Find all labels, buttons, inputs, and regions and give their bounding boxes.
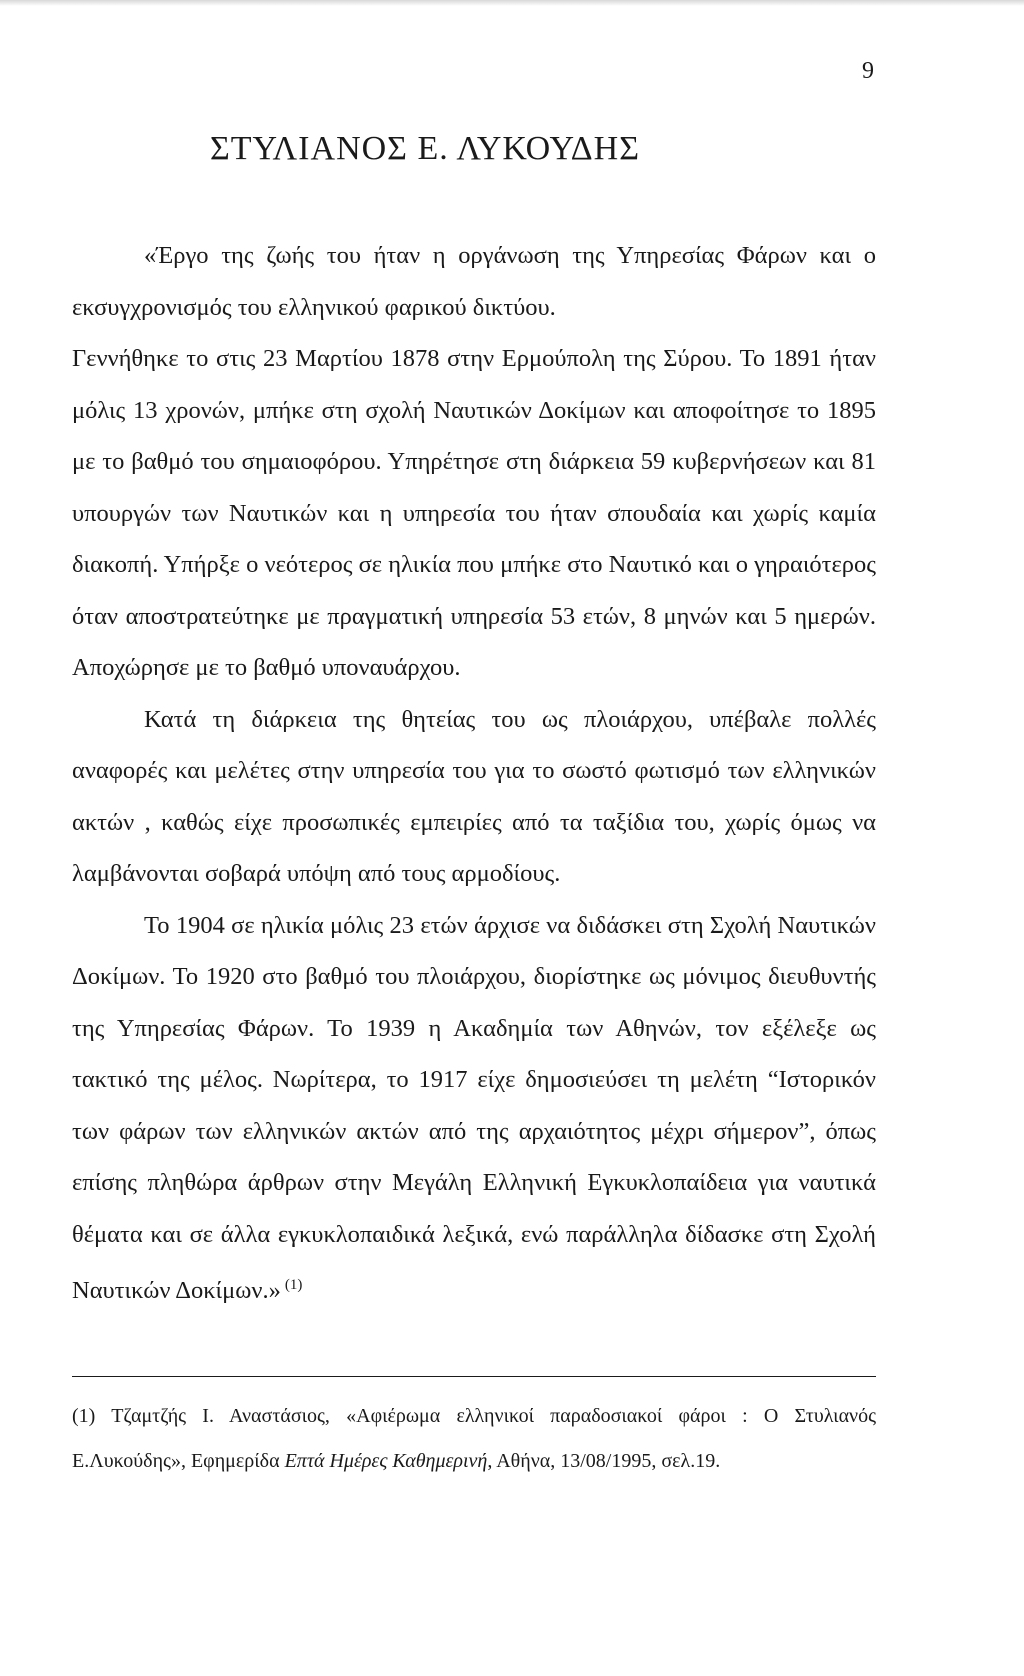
paragraph-2: Γεννήθηκε το στις 23 Μαρτίου 1878 στην Ερμούπολη της Σύρου. Το 1891 ήταν μόλις 13 χρονών, μπήκε στη σχολή Ναυτικών Δοκίμων και αποφοίτησε το 1895 με το βαθμό του σημαιοφόρου. Υπηρέτησε στη διάρκεια 59 κυβερνήσεων και 81 υπουργών των Ναυτικών και η υπηρεσία του ήταν σπουδαία και χωρίς καμία διακοπή. Υπήρξε ο νεότερος σε ηλικία που μπήκε στο Ναυτικό και ο γηραιότερος όταν αποστρατεύτηκε με πραγματική υπηρεσία 53 ετών, 8 μηνών και 5 ημερών. Αποχώρησε με το βαθμό υποναυάρχου. <box>72 345 876 681</box>
paragraph-4 <box>72 900 876 1317</box>
footnote-citation: Τζαμτζής Ι. Αναστάσιος, «Αφιέρωμα ελληνικοί παραδοσιακοί φάροι : Ο Στυλιανός Ε.Λυκούδης», Εφημερίδα <box>72 1405 877 1472</box>
page-title: ΣΤΥΛΙΑΝΟΣ Ε. ΛΥΚΟΥΔΗΣ <box>210 130 640 167</box>
paragraph-3: Κατά τη διάρκεια της θητείας του ως πλοιάρχου, υπέβαλε πολλές αναφορές και μελέτες στην υπηρεσία του για το σωστό φωτισμό των ελληνικών ακτών , καθώς είχε προσωπικές εμπειρίες από τα ταξίδια του, χωρίς όμως να λαμβάνονται σοβαρά υπόψη από τους αρμοδίους. <box>72 705 876 887</box>
paragraph-1: «Έργο της ζωής του ήταν η οργάνωση της Υπηρεσίας Φάρων και ο εκσυγχρονισμός του ελληνικού φαρικού δικτύου. <box>72 242 876 321</box>
paragraph-4-text: Το 1904 σε ηλικία μόλις 23 ετών άρχισε να διδάσκει στη Σχολή Ναυτικών Δοκίμων. Το 1920 στο βαθμό του πλοιάρχου, διορίστηκε ως μόνιμος διευθυντής της Υπηρεσίας Φάρων. Το 1939 η Ακαδημία των Αθηνών, τον εξέλεξε ως τακτικό της μέλος. Νωρίτερα, το 1917 είχε δημοσιεύσει τη μελέτη “Ιστορικόν των φάρων των ελληνικών ακτών από της αρχαιότητος μέχρι σήμερον”, όπως επίσης πληθώρα άρθρων στην Μεγάλη Ελληνική Εγκυκλοπαίδεια για ναυτικά θέματα και σε άλλα εγκυκλοπαιδικά λεξικά, ενώ παράλληλα δίδασκε στη Σχολή Ναυτικών Δοκίμων.» <box>72 911 876 1305</box>
footnote-reference: (1) <box>284 1277 303 1293</box>
page-number: 9 <box>862 58 874 84</box>
footnote <box>72 1394 876 1484</box>
footnote-divider <box>72 1376 876 1377</box>
footnote-newspaper-title: Επτά Ημέρες Καθημερινή <box>284 1450 488 1472</box>
footnote-citation-end: , Αθήνα, 13/08/1995, σελ.19. <box>487 1450 721 1472</box>
footnote-text <box>72 1394 876 1484</box>
body-text <box>72 230 876 1317</box>
scan-top-edge <box>0 0 1024 6</box>
footnote-marker: (1) <box>72 1405 96 1427</box>
